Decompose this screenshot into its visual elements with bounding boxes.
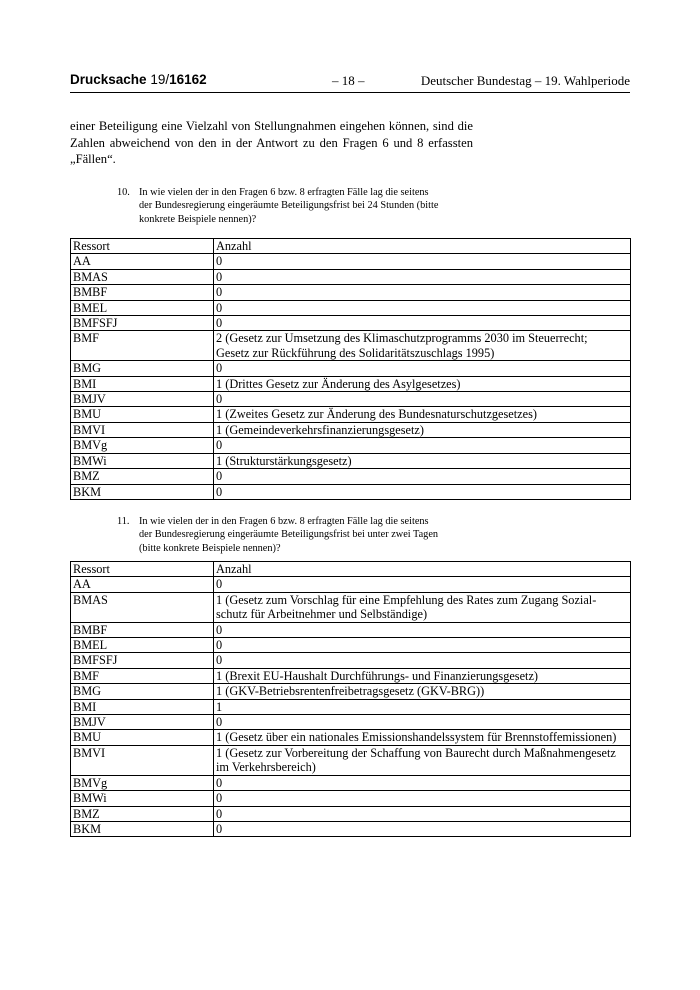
cell-anzahl bbox=[214, 407, 631, 422]
page-header bbox=[70, 72, 630, 90]
question-number: 10. bbox=[117, 187, 130, 198]
table-row bbox=[71, 269, 631, 284]
table-row bbox=[71, 361, 631, 376]
cell-ressort: BMFSFJ bbox=[71, 316, 214, 331]
cell-line: 1 (Gemeindeverkehrsfinanzierungsgesetz) bbox=[216, 422, 424, 437]
table-row bbox=[71, 407, 631, 422]
intro-line: einer Beteiligung eine Vielzahl von Stellungnahmen eingehen können, sind die bbox=[70, 119, 473, 133]
question-number: 11. bbox=[117, 516, 130, 527]
cell-line: 0 bbox=[216, 622, 223, 637]
cell-anzahl bbox=[214, 653, 631, 668]
cell-line: 0 bbox=[216, 715, 223, 730]
cell-line: 0 bbox=[216, 469, 223, 484]
cell-ressort: BMBF bbox=[71, 622, 214, 637]
cell-line: 1 (Gesetz über ein nationales Emissionshandelssystem für Brennstoffemissionen) bbox=[216, 730, 617, 745]
table-row bbox=[71, 422, 631, 437]
question-line: der Bundesregierung eingeräumte Beteiligungsfrist bei unter zwei Tagen bbox=[139, 529, 439, 541]
cell-anzahl bbox=[214, 361, 631, 376]
cell-anzahl bbox=[214, 316, 631, 331]
cell-anzahl bbox=[214, 668, 631, 683]
table-row bbox=[71, 331, 631, 361]
table-row bbox=[71, 484, 631, 499]
table-row bbox=[71, 392, 631, 407]
cell-line: 1 (Gesetz zur Vorbereitung der Schaffung von Baurecht durch Maßnahmengesetz bbox=[216, 745, 616, 760]
cell-anzahl bbox=[214, 285, 631, 300]
cell-anzahl bbox=[214, 791, 631, 806]
question-line: konkrete Beispiele nennen)? bbox=[139, 213, 257, 225]
cell-anzahl bbox=[214, 775, 631, 790]
cell-ressort: BMF bbox=[71, 668, 214, 683]
cell-anzahl bbox=[214, 577, 631, 592]
cell-ressort: BMU bbox=[71, 730, 214, 745]
question-line: der Bundesregierung eingeräumte Beteiligungsfrist bei 24 Stunden (bitte bbox=[139, 200, 439, 212]
table-row bbox=[71, 775, 631, 790]
question-text bbox=[139, 515, 477, 555]
cell-ressort: BMZ bbox=[71, 806, 214, 821]
cell-anzahl bbox=[214, 715, 631, 730]
cell-line: 1 (GKV-Betriebsrentenfreibetragsgesetz (GKV-BRG)) bbox=[216, 684, 485, 699]
cell-line: 1 (Gesetz zum Vorschlag für eine Empfehlung des Rates zum Zugang Sozial- bbox=[216, 592, 597, 607]
cell-ressort: BMI bbox=[71, 376, 214, 391]
table-question-10 bbox=[70, 238, 631, 500]
cell-anzahl bbox=[214, 453, 631, 468]
table-row bbox=[71, 806, 631, 821]
table-row bbox=[71, 622, 631, 637]
cell-line: 0 bbox=[216, 438, 223, 453]
cell-anzahl bbox=[214, 254, 631, 269]
cell-line: 1 (Zweites Gesetz zur Änderung des Bundesnaturschutzgesetzes) bbox=[216, 407, 537, 422]
cell-ressort: BMF bbox=[71, 331, 214, 361]
cell-anzahl bbox=[214, 806, 631, 821]
intro-line: Zahlen abweichend von den in der Antwort zu den Fragen 6 und 8 erfassten bbox=[70, 135, 473, 150]
cell-ressort: BMG bbox=[71, 361, 214, 376]
cell-ressort: BMG bbox=[71, 684, 214, 699]
intro-paragraph bbox=[70, 118, 473, 168]
table-row bbox=[71, 254, 631, 269]
cell-ressort: BMFSFJ bbox=[71, 653, 214, 668]
cell-ressort: BMEL bbox=[71, 300, 214, 315]
table-row bbox=[71, 653, 631, 668]
cell-ressort: BMVI bbox=[71, 745, 214, 775]
cell-anzahl bbox=[214, 699, 631, 714]
question-text bbox=[139, 186, 477, 226]
question-line: In wie vielen der in den Fragen 6 bzw. 8 erfragten Fälle lag die seitens bbox=[139, 187, 429, 198]
cell-ressort: BKM bbox=[71, 484, 214, 499]
cell-line: Gesetz zur Rückführung des Solidaritätszuschlags 1995) bbox=[216, 345, 495, 360]
cell-anzahl bbox=[214, 592, 631, 622]
cell-ressort: BMWi bbox=[71, 791, 214, 806]
cell-ressort: BMEL bbox=[71, 638, 214, 653]
cell-ressort: BMZ bbox=[71, 469, 214, 484]
cell-ressort: BMVg bbox=[71, 438, 214, 453]
cell-line: 0 bbox=[216, 577, 223, 592]
cell-line: 1 (Strukturstärkungsgesetz) bbox=[216, 453, 352, 468]
cell-line: im Verkehrsbereich) bbox=[216, 760, 316, 775]
cell-line: 1 bbox=[216, 699, 223, 714]
table-row bbox=[71, 821, 631, 836]
cell-anzahl bbox=[214, 684, 631, 699]
cell-anzahl bbox=[214, 745, 631, 775]
cell-line: 0 bbox=[216, 821, 223, 836]
page-number: – 18 – bbox=[332, 73, 365, 88]
question-line: (bitte konkrete Beispiele nennen)? bbox=[139, 542, 281, 554]
cell-anzahl bbox=[214, 438, 631, 453]
cell-ressort: AA bbox=[71, 577, 214, 592]
cell-line: 0 bbox=[216, 484, 223, 499]
cell-line: 0 bbox=[216, 300, 223, 315]
cell-anzahl bbox=[214, 469, 631, 484]
document-number: Drucksache 19/16162 bbox=[70, 72, 207, 87]
table-row bbox=[71, 577, 631, 592]
table-header-row bbox=[71, 562, 631, 577]
question-line: In wie vielen der in den Fragen 6 bzw. 8 erfragten Fälle lag die seitens bbox=[139, 516, 429, 527]
cell-line: 2 (Gesetz zur Umsetzung des Klimaschutzprogramms 2030 im Steuerrecht; bbox=[216, 331, 588, 346]
table-row bbox=[71, 316, 631, 331]
cell-ressort: BMBF bbox=[71, 285, 214, 300]
cell-line: 0 bbox=[216, 254, 223, 269]
cell-anzahl bbox=[214, 484, 631, 499]
cell-line: 0 bbox=[216, 316, 223, 331]
table-row bbox=[71, 668, 631, 683]
table-question-11 bbox=[70, 561, 631, 837]
cell-line: 1 (Drittes Gesetz zur Änderung des Asylgesetzes) bbox=[216, 376, 461, 391]
table-row bbox=[71, 592, 631, 622]
header-ressort: Ressort bbox=[71, 562, 214, 577]
table-row bbox=[71, 376, 631, 391]
cell-line: 0 bbox=[216, 285, 223, 300]
cell-ressort: BMJV bbox=[71, 715, 214, 730]
cell-line: 0 bbox=[216, 392, 223, 407]
cell-ressort: BMVg bbox=[71, 775, 214, 790]
cell-anzahl bbox=[214, 392, 631, 407]
header-rule bbox=[70, 92, 630, 93]
cell-ressort: BMI bbox=[71, 699, 214, 714]
cell-ressort: BMAS bbox=[71, 269, 214, 284]
header-ressort: Ressort bbox=[71, 239, 214, 254]
intro-line: „Fällen“. bbox=[70, 152, 116, 166]
cell-anzahl bbox=[214, 300, 631, 315]
cell-ressort: AA bbox=[71, 254, 214, 269]
cell-anzahl bbox=[214, 331, 631, 361]
table-row bbox=[71, 730, 631, 745]
table-header-row bbox=[71, 239, 631, 254]
cell-line: 0 bbox=[216, 791, 223, 806]
header-anzahl: Anzahl bbox=[214, 239, 631, 254]
cell-line: 1 (Brexit EU-Haushalt Durchführungs- und Finanzierungsgesetz) bbox=[216, 668, 539, 683]
cell-line: schutz für Arbeitnehmer und Selbständige) bbox=[216, 607, 428, 622]
cell-anzahl bbox=[214, 422, 631, 437]
cell-line: 0 bbox=[216, 269, 223, 284]
cell-anzahl bbox=[214, 269, 631, 284]
table-row bbox=[71, 438, 631, 453]
table-row bbox=[71, 715, 631, 730]
cell-anzahl bbox=[214, 821, 631, 836]
cell-anzahl bbox=[214, 376, 631, 391]
cell-ressort: BMJV bbox=[71, 392, 214, 407]
cell-ressort: BKM bbox=[71, 821, 214, 836]
cell-line: 0 bbox=[216, 361, 223, 376]
table-row bbox=[71, 469, 631, 484]
cell-anzahl bbox=[214, 622, 631, 637]
cell-anzahl bbox=[214, 730, 631, 745]
cell-line: 0 bbox=[216, 638, 223, 653]
cell-line: 0 bbox=[216, 806, 223, 821]
table-row bbox=[71, 745, 631, 775]
parliament-period: Deutscher Bundestag – 19. Wahlperiode bbox=[420, 73, 630, 88]
table-row bbox=[71, 453, 631, 468]
table-row bbox=[71, 638, 631, 653]
table-row bbox=[71, 699, 631, 714]
cell-ressort: BMWi bbox=[71, 453, 214, 468]
table-row bbox=[71, 684, 631, 699]
table-row bbox=[71, 791, 631, 806]
cell-ressort: BMAS bbox=[71, 592, 214, 622]
table-row bbox=[71, 285, 631, 300]
cell-ressort: BMVI bbox=[71, 422, 214, 437]
table-row bbox=[71, 300, 631, 315]
cell-anzahl bbox=[214, 638, 631, 653]
cell-ressort: BMU bbox=[71, 407, 214, 422]
cell-line: 0 bbox=[216, 653, 223, 668]
header-anzahl: Anzahl bbox=[214, 562, 631, 577]
cell-line: 0 bbox=[216, 775, 223, 790]
